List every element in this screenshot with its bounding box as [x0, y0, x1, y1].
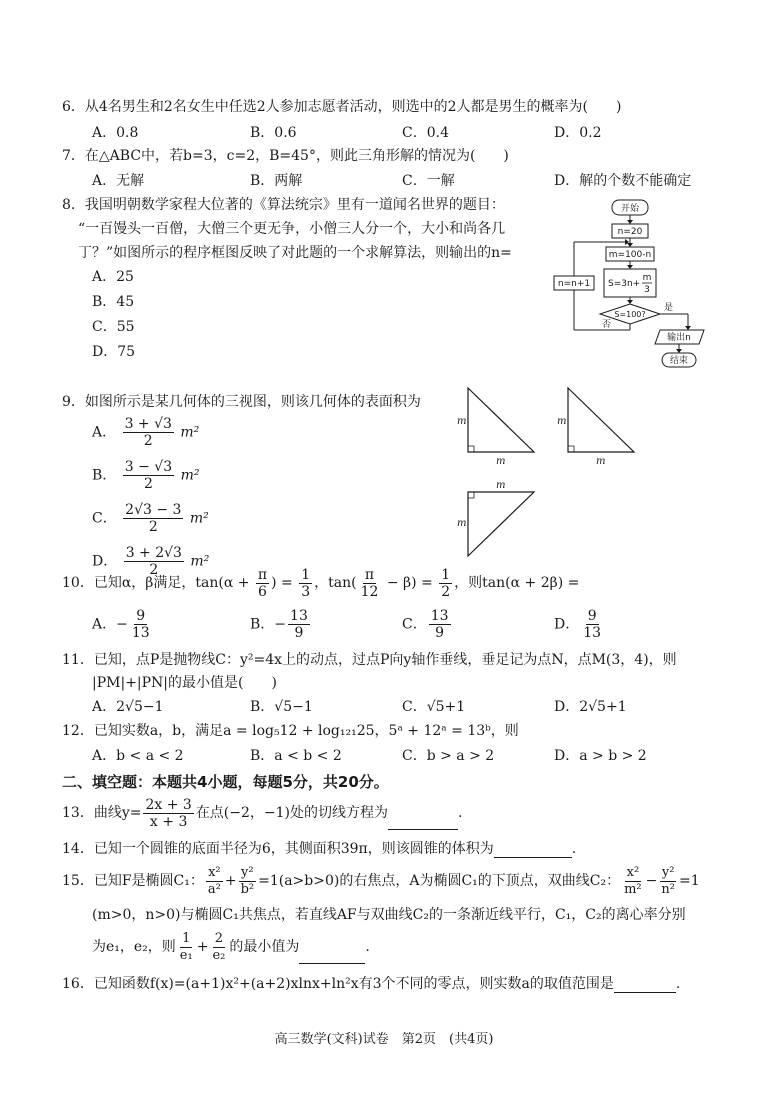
q13-prefix: 13．曲线y= — [62, 805, 142, 821]
flowchart-s-frac-den: 3 — [644, 285, 650, 295]
question-16 — [62, 975, 680, 993]
q10-option-d — [554, 608, 605, 641]
question-10-stem — [62, 566, 579, 600]
q9-option-b-fraction — [123, 459, 174, 492]
q10-option-d-den: 13 — [583, 625, 602, 641]
q15-line3-a: 为e₁，e₂，则 — [92, 939, 176, 955]
q11-option-b: B．√5−1 — [250, 699, 313, 715]
q10-option-a-fraction — [130, 608, 152, 641]
q10-val1-den: 3 — [301, 583, 311, 600]
q15-hyperbola-x-term: $\frac{\text{x²}}{\text{m²}}$ — [624, 864, 642, 897]
q11-option-a: A．2√5−1 — [92, 699, 164, 715]
q12-option-d: D．a > b > 2 — [554, 748, 647, 764]
q9-option-a-num: 3 + √3 — [124, 416, 172, 432]
q10-part2-fraction — [359, 567, 381, 600]
q12-option-a: A．b < a < 2 — [92, 748, 184, 764]
flowchart-yes-label: 是 — [664, 303, 674, 313]
q15-line1-a: 15．已知F是椭圆C₁： — [62, 873, 204, 889]
q13-num: 2x + 3 — [145, 796, 192, 813]
q6-option-d: D．0.2 — [554, 125, 602, 141]
page-footer: 高三数学(文科)试卷 第2页 (共4页) — [274, 1032, 494, 1047]
section-2-heading: 二、填空题：本题共4小题，每题5分，共20分。 — [62, 773, 389, 791]
q6-option-c: C．0.4 — [402, 125, 449, 141]
q9-option-c-den: 2 — [148, 519, 158, 535]
q9-option-b-num: 3 − √3 — [124, 459, 173, 475]
top-view-triangle — [468, 492, 534, 556]
side-view-height-label: m — [557, 416, 567, 427]
q10-option-b-label: B．− — [250, 616, 287, 633]
q10-part1-num: π — [257, 566, 268, 583]
flowchart-increment-label: n=n+1 — [557, 279, 591, 289]
q16-answer-blank[interactable] — [614, 978, 676, 993]
q9-option-a-fraction — [123, 416, 174, 449]
q13-den: x + 3 — [149, 813, 188, 830]
q10-part2-pre: ( — [351, 575, 357, 591]
q6-option-b: B．0.6 — [250, 125, 297, 141]
q7-option-c: C．一解 — [402, 173, 455, 189]
q10-option-b-den: 9 — [294, 625, 304, 641]
q8-option-a: A．25 — [92, 269, 134, 285]
question-12-stem: 12．已知实数a，b，满足a = log₅12 + log₁₂₁25，5ᵃ + 12ᵃ = 13ᵇ，则 — [62, 723, 519, 739]
flowchart-m-assign-label: m=100-n — [608, 250, 652, 260]
q10-option-c-num: 13 — [430, 608, 449, 624]
program-flowchart — [548, 192, 718, 370]
q10-option-d-fraction — [581, 608, 603, 641]
q11-option-d: D．2√5+1 — [554, 699, 627, 715]
q10-option-b — [250, 608, 312, 641]
question-9-stem: 9．如图所示是某几何体的三视图，则该几何体的表面积为 — [62, 394, 421, 410]
side-view-width-label: m — [596, 456, 606, 467]
front-view-height-label: m — [457, 416, 467, 427]
q9-option-b-den: 2 — [143, 476, 153, 492]
question-15-line3: 为e₁，e₂，则 $\frac{1}{\text{e₁}}$ + $\frac{2}{\text{e₂}}$ 的最小值为 . — [92, 930, 370, 963]
q10-option-a — [92, 608, 154, 641]
q10-option-d-num: 9 — [587, 608, 597, 624]
q15-line1-b: =1(a>b>0)的右焦点，A为椭圆C₁的下顶点，双曲线C₂： — [258, 873, 621, 889]
q9-option-b-label: B． — [92, 467, 117, 484]
q16-end: . — [675, 976, 681, 992]
top-view-width-label: m — [496, 480, 506, 491]
flowchart-output-label: 输出n — [667, 333, 691, 343]
flowchart-init-label: n=20 — [617, 227, 643, 237]
q9-option-c-label: C． — [92, 510, 117, 527]
q16-text: 16．已知函数f(x)=(a+1)x²+(a+2)xlnx+ln²x有3个不同的零点，则实数a的取值范围是 — [62, 976, 614, 992]
q15-line3-b: 的最小值为 — [229, 939, 300, 955]
q7-option-b: B．两解 — [250, 173, 303, 189]
q10-mid: ，tan — [314, 575, 352, 591]
q12-option-c: C．b > a > 2 — [402, 748, 495, 764]
q10-part2-num: π — [364, 566, 375, 583]
flowchart-s-assign-label: S=3n+ — [608, 279, 641, 289]
q13-answer-blank[interactable] — [388, 815, 458, 830]
question-8-line2: “一百馒头一百僧，大僧三个更无争，小僧三人分一个，大小和尚各几 — [78, 221, 506, 237]
front-view-triangle — [468, 388, 534, 452]
q10-part1-pre: (α + — [218, 575, 254, 591]
q10-part2-den: 12 — [360, 583, 379, 600]
q9-option-a-label: A． — [92, 424, 117, 441]
q9-option-a — [92, 416, 199, 449]
q10-val2-den: 2 — [441, 583, 451, 600]
question-14 — [62, 840, 576, 858]
q10-part1-post: ) = — [271, 575, 298, 591]
q15-hyperbola-y-term: $\frac{\text{y²}}{\text{n²}}$ — [661, 864, 675, 897]
q15-line3-c: . — [365, 939, 370, 955]
q10-part1-fraction — [256, 567, 269, 600]
q9-option-d-label: D． — [92, 553, 118, 570]
q10-option-c — [402, 608, 453, 641]
q10-val2-fraction — [439, 567, 452, 600]
q15-frac-2: $\frac{2}{\text{e₂}}$ — [212, 930, 226, 963]
q9-option-a-unit: m² — [180, 424, 200, 441]
flowchart-end-label: 结束 — [669, 356, 689, 366]
q8-option-b: B．45 — [92, 294, 135, 310]
flowchart-decision-label: S=100? — [614, 310, 646, 319]
q9-option-d-num: 3 + 2√3 — [125, 545, 182, 561]
q9-option-c — [92, 502, 209, 535]
question-15-line1: 15．已知F是椭圆C₁： $\frac{\text{x²}}{\text{a²}}$ + $\frac{\text{y²}}{\text{b²}}$ =1(a>b>0)的右焦点，A为椭圆C₁的下顶点，双曲线C₂： $\frac{\text{x²}}{\text{m²}}$ − $\frac{\text{y²}}{\text{n²}}$ =1 — [62, 864, 700, 897]
q14-answer-blank[interactable] — [494, 843, 572, 858]
q15-frac-1: $\frac{1}{\text{e₁}}$ — [179, 930, 193, 963]
q9-option-c-num: 2√3 − 3 — [125, 502, 182, 518]
q10-part1-den: 6 — [258, 583, 267, 600]
q9-option-d-unit: m² — [190, 553, 210, 570]
q9-option-c-fraction — [123, 502, 183, 535]
q10-option-a-num: 9 — [136, 608, 146, 624]
question-11-line2: |PM|+|PN|的最小值是( ) — [92, 675, 277, 691]
q10-option-c-den: 9 — [435, 625, 445, 641]
q10-option-c-fraction — [429, 608, 451, 641]
question-15-line2: (m>0，n>0)与椭圆C₁共焦点，若直线AF与双曲线C₂的一条渐近线平行，C₁，C₂的离心率分别 — [92, 907, 686, 923]
question-8-line3: 丁？”如图所示的程序框图反映了对此题的一个求解算法，则输出的n= — [78, 245, 512, 261]
q9-option-b — [92, 459, 199, 492]
q13-suffix: 在点(−2，−1)处的切线方程为 — [195, 805, 389, 821]
q10-part2-post: − β) = — [382, 575, 438, 591]
question-8-line1: 8．我国明朝数学家程大位著的《算法统宗》里有一道闻名世界的题目： — [62, 197, 505, 213]
q10-option-b-fraction — [288, 608, 310, 641]
q14-end: . — [571, 841, 577, 857]
q10-prefix: 10．已知α，β满足，tan — [62, 575, 219, 591]
q10-val2-num: 1 — [441, 566, 451, 583]
q6-option-a: A．0.8 — [92, 125, 139, 141]
question-11-line1: 11．已知，点P是抛物线C：y²=4x上的动点，过点P向y轴作垂线，垂足记为点N，点M(3，4)，则 — [62, 652, 677, 668]
q12-option-b: B．a < b < 2 — [250, 748, 342, 764]
q10-suffix: ，则tan(α + 2β) = — [454, 575, 580, 591]
question-7-stem: 7．在△ABC中，若b=3，c=2，B=45°，则此三角形解的情况为( ) — [62, 148, 509, 164]
q13-end: . — [458, 805, 463, 821]
q10-option-a-label: A．− — [92, 616, 128, 633]
q15-answer-blank[interactable] — [299, 949, 365, 964]
q10-option-b-num: 13 — [290, 608, 308, 624]
q10-val1-num: 1 — [301, 566, 311, 583]
q15-line1-c: =1 — [678, 873, 700, 889]
top-view-height-label: m — [457, 518, 467, 529]
q9-option-b-unit: m² — [180, 467, 200, 484]
flowchart-no-label: 否 — [602, 320, 612, 330]
q15-ellipse-y-term: $\frac{\text{y²}}{\text{b²}}$ — [240, 864, 255, 897]
q10-option-d-label: D． — [554, 616, 580, 633]
front-view-width-label: m — [496, 456, 506, 467]
q7-option-a: A．无解 — [92, 173, 145, 189]
q8-option-c: C．55 — [92, 319, 135, 335]
flowchart-s-frac-num: m — [642, 273, 652, 283]
q14-text: 14．已知一个圆锥的底面半径为6，其侧面积39π，则该圆锥的体积为 — [62, 841, 494, 857]
question-6-stem: 6．从4名男生和2名女生中任选2人参加志愿者活动，则选中的2人都是男生的概率为( ) — [62, 99, 622, 115]
q7-option-d: D．解的个数不能确定 — [554, 173, 692, 189]
q10-val1-fraction — [299, 567, 312, 600]
q9-option-c-unit: m² — [189, 510, 209, 527]
q9-option-d-den: 2 — [149, 562, 159, 578]
q11-option-c: C．√5+1 — [402, 699, 466, 715]
q13-fraction — [143, 797, 193, 830]
side-view-triangle — [568, 388, 634, 452]
q10-option-c-label: C． — [402, 616, 427, 633]
q10-option-a-den: 13 — [131, 625, 150, 641]
q8-option-d: D．75 — [92, 344, 136, 360]
q9-option-a-den: 2 — [143, 433, 153, 449]
three-view-diagram — [450, 380, 640, 570]
flowchart-start-label: 开始 — [620, 204, 640, 214]
question-13 — [62, 796, 462, 830]
q15-ellipse-x-term: $\frac{\text{x²}}{\text{a²}}$ — [207, 864, 221, 897]
